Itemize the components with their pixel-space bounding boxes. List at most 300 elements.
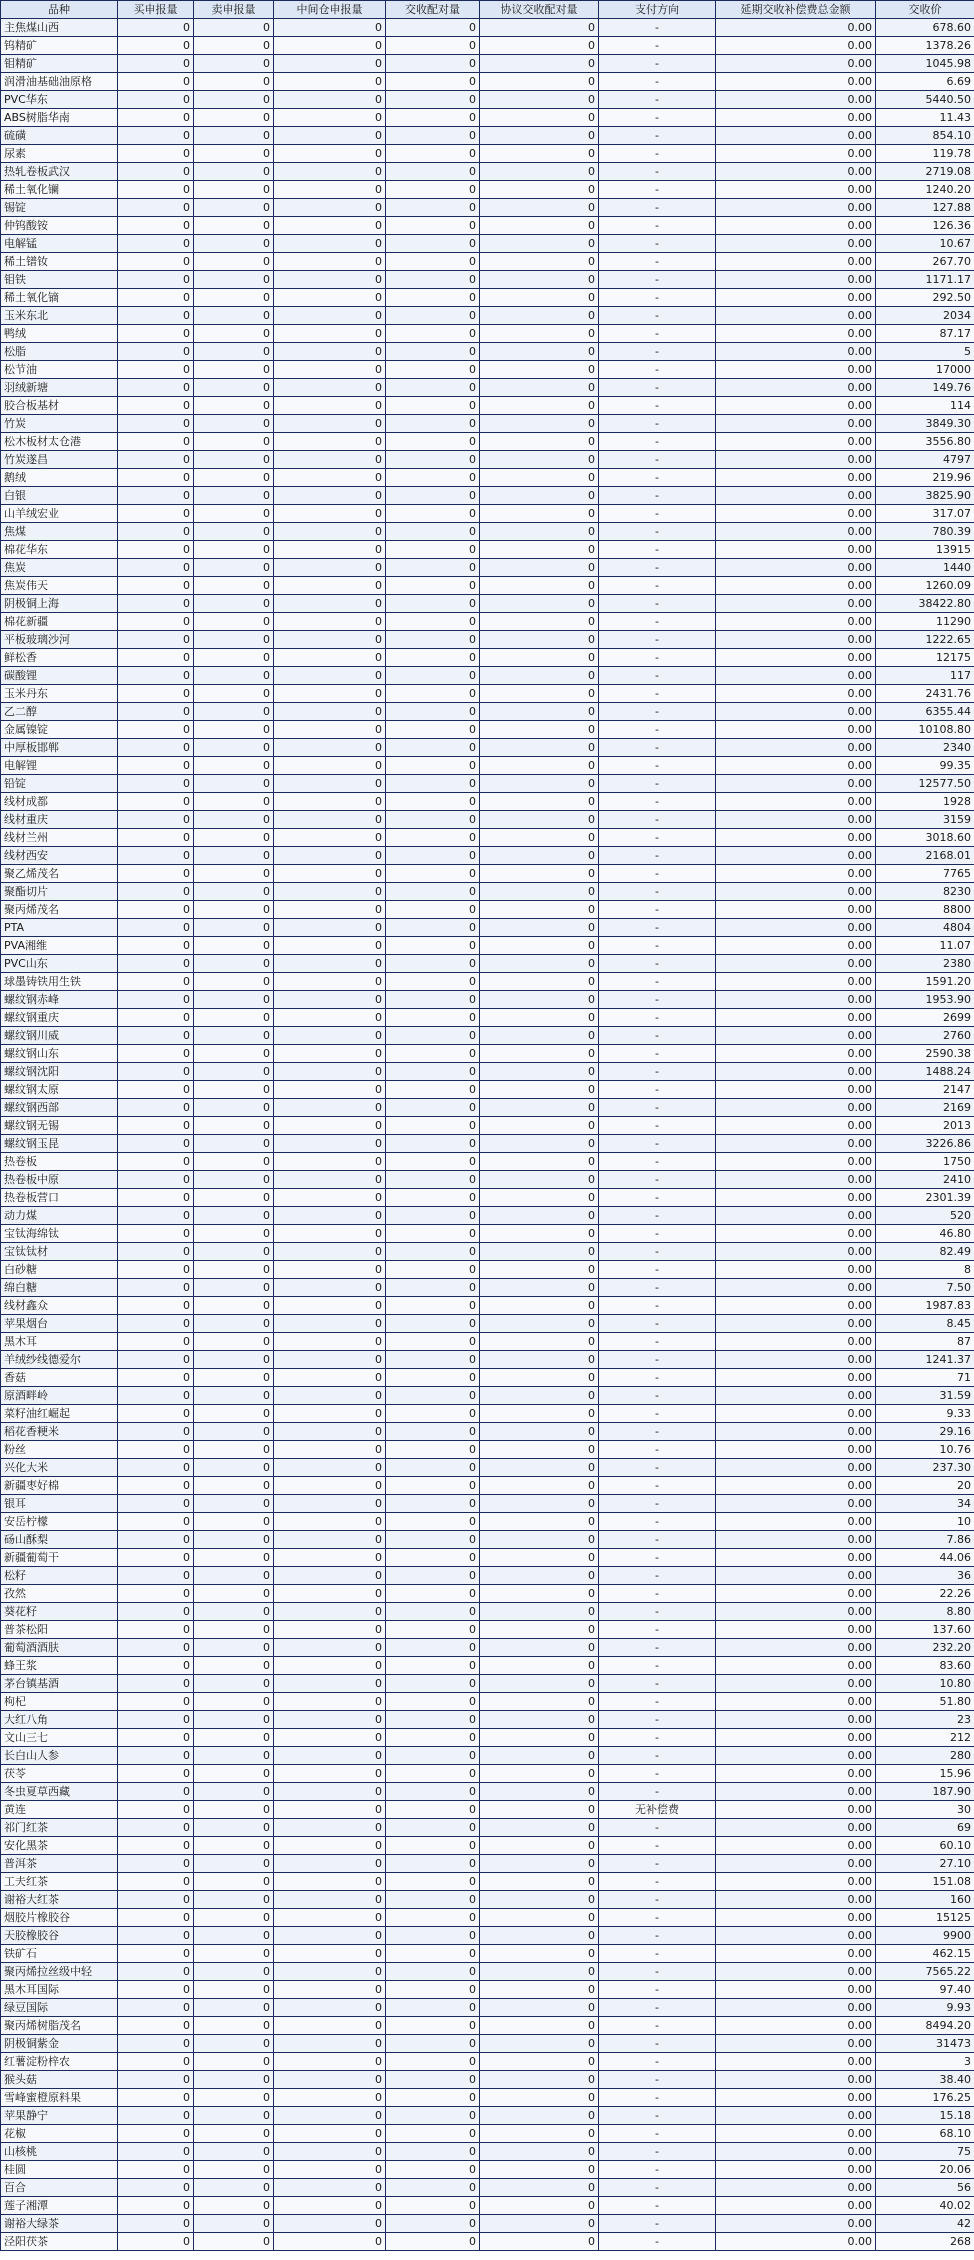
cell-intermediate-declared: 0 [274, 1963, 386, 1981]
cell-delivery-matched: 0 [386, 1171, 480, 1189]
cell-delivery-matched: 0 [386, 1711, 480, 1729]
cell-delivery-matched: 0 [386, 2143, 480, 2161]
cell-compensation-total: 0.00 [716, 1045, 876, 1063]
cell-compensation-total: 0.00 [716, 1837, 876, 1855]
cell-intermediate-declared: 0 [274, 1279, 386, 1297]
table-row [1, 1621, 974, 1639]
cell-intermediate-declared: 0 [274, 883, 386, 901]
cell-intermediate-declared: 0 [274, 937, 386, 955]
cell-payment-direction: - [599, 145, 716, 163]
cell-agreement-matched: 0 [480, 181, 599, 199]
cell-payment-direction: - [599, 451, 716, 469]
cell-sell-declared: 0 [194, 1549, 274, 1567]
table-row [1, 955, 974, 973]
cell-delivery-matched: 0 [386, 181, 480, 199]
cell-intermediate-declared: 0 [274, 2161, 386, 2179]
cell-delivery-matched: 0 [386, 991, 480, 1009]
cell-variety: 天胶橡胶谷 [1, 1927, 118, 1945]
cell-agreement-matched: 0 [480, 1225, 599, 1243]
cell-agreement-matched: 0 [480, 1369, 599, 1387]
cell-compensation-total: 0.00 [716, 1585, 876, 1603]
cell-buy-declared: 0 [118, 487, 194, 505]
cell-agreement-matched: 0 [480, 127, 599, 145]
table-row [1, 1045, 974, 1063]
cell-buy-declared: 0 [118, 1693, 194, 1711]
cell-variety: 松籽 [1, 1567, 118, 1585]
cell-payment-direction: - [599, 397, 716, 415]
cell-compensation-total: 0.00 [716, 1441, 876, 1459]
cell-variety: ABS树脂华南 [1, 109, 118, 127]
cell-delivery-price: 268 [876, 2233, 974, 2251]
cell-sell-declared: 0 [194, 793, 274, 811]
cell-delivery-matched: 0 [386, 1081, 480, 1099]
cell-intermediate-declared: 0 [274, 1585, 386, 1603]
cell-agreement-matched: 0 [480, 1639, 599, 1657]
cell-payment-direction: - [599, 1171, 716, 1189]
cell-delivery-price: 11290 [876, 613, 974, 631]
cell-intermediate-declared: 0 [274, 379, 386, 397]
cell-variety: 润滑油基础油原格 [1, 73, 118, 91]
cell-delivery-price: 87 [876, 1333, 974, 1351]
cell-intermediate-declared: 0 [274, 1765, 386, 1783]
cell-compensation-total: 0.00 [716, 1405, 876, 1423]
cell-payment-direction: - [599, 1369, 716, 1387]
cell-payment-direction: - [599, 1603, 716, 1621]
cell-payment-direction: - [599, 1225, 716, 1243]
cell-compensation-total: 0.00 [716, 127, 876, 145]
cell-variety: 棉花新疆 [1, 613, 118, 631]
cell-intermediate-declared: 0 [274, 325, 386, 343]
table-row [1, 199, 974, 217]
cell-agreement-matched: 0 [480, 1099, 599, 1117]
cell-compensation-total: 0.00 [716, 2017, 876, 2035]
cell-delivery-price: 187.90 [876, 1783, 974, 1801]
cell-delivery-matched: 0 [386, 1387, 480, 1405]
table-row [1, 1261, 974, 1279]
cell-buy-declared: 0 [118, 793, 194, 811]
cell-variety: 猴头菇 [1, 2071, 118, 2089]
cell-intermediate-declared: 0 [274, 397, 386, 415]
cell-payment-direction: - [599, 1567, 716, 1585]
cell-agreement-matched: 0 [480, 1279, 599, 1297]
table-row [1, 1405, 974, 1423]
cell-delivery-price: 1222.65 [876, 631, 974, 649]
cell-variety: 稀土镨钕 [1, 253, 118, 271]
cell-delivery-price: 237.30 [876, 1459, 974, 1477]
cell-delivery-price: 8.80 [876, 1603, 974, 1621]
cell-agreement-matched: 0 [480, 1837, 599, 1855]
cell-variety: 尿素 [1, 145, 118, 163]
cell-variety: 山核桃 [1, 2143, 118, 2161]
cell-intermediate-declared: 0 [274, 1009, 386, 1027]
cell-intermediate-declared: 0 [274, 1495, 386, 1513]
cell-buy-declared: 0 [118, 1765, 194, 1783]
cell-sell-declared: 0 [194, 2161, 274, 2179]
cell-delivery-matched: 0 [386, 1513, 480, 1531]
table-row [1, 379, 974, 397]
cell-buy-declared: 0 [118, 2035, 194, 2053]
cell-sell-declared: 0 [194, 2179, 274, 2197]
cell-agreement-matched: 0 [480, 1081, 599, 1099]
cell-payment-direction: - [599, 1639, 716, 1657]
cell-payment-direction: - [599, 937, 716, 955]
cell-variety: 鹅绒 [1, 469, 118, 487]
cell-delivery-matched: 0 [386, 109, 480, 127]
cell-delivery-matched: 0 [386, 343, 480, 361]
cell-variety: 硫磺 [1, 127, 118, 145]
cell-delivery-price: 12175 [876, 649, 974, 667]
cell-variety: 莲子湘潭 [1, 2197, 118, 2215]
cell-agreement-matched: 0 [480, 1603, 599, 1621]
cell-delivery-matched: 0 [386, 775, 480, 793]
cell-compensation-total: 0.00 [716, 1855, 876, 1873]
cell-compensation-total: 0.00 [716, 1459, 876, 1477]
cell-agreement-matched: 0 [480, 289, 599, 307]
table-row [1, 1297, 974, 1315]
cell-agreement-matched: 0 [480, 1171, 599, 1189]
cell-intermediate-declared: 0 [274, 2107, 386, 2125]
cell-sell-declared: 0 [194, 901, 274, 919]
cell-intermediate-declared: 0 [274, 847, 386, 865]
cell-agreement-matched: 0 [480, 1315, 599, 1333]
cell-delivery-matched: 0 [386, 721, 480, 739]
cell-buy-declared: 0 [118, 1225, 194, 1243]
cell-delivery-matched: 0 [386, 703, 480, 721]
table-row [1, 2197, 974, 2215]
cell-delivery-price: 1750 [876, 1153, 974, 1171]
cell-compensation-total: 0.00 [716, 1657, 876, 1675]
cell-buy-declared: 0 [118, 1045, 194, 1063]
cell-intermediate-declared: 0 [274, 163, 386, 181]
cell-delivery-price: 2013 [876, 1117, 974, 1135]
cell-delivery-matched: 0 [386, 1225, 480, 1243]
cell-compensation-total: 0.00 [716, 199, 876, 217]
cell-delivery-matched: 0 [386, 1855, 480, 1873]
cell-delivery-matched: 0 [386, 1531, 480, 1549]
cell-agreement-matched: 0 [480, 1585, 599, 1603]
cell-delivery-price: 15.18 [876, 2107, 974, 2125]
cell-variety: PVC华东 [1, 91, 118, 109]
cell-compensation-total: 0.00 [716, 1711, 876, 1729]
table-row [1, 811, 974, 829]
cell-compensation-total: 0.00 [716, 541, 876, 559]
cell-payment-direction: - [599, 2089, 716, 2107]
cell-variety: 球墨铸铁用生铁 [1, 973, 118, 991]
cell-delivery-matched: 0 [386, 883, 480, 901]
cell-intermediate-declared: 0 [274, 1225, 386, 1243]
cell-intermediate-declared: 0 [274, 145, 386, 163]
cell-variety: 葡萄酒酒肤 [1, 1639, 118, 1657]
table-row [1, 469, 974, 487]
cell-delivery-matched: 0 [386, 2035, 480, 2053]
cell-compensation-total: 0.00 [716, 2089, 876, 2107]
table-row [1, 1639, 974, 1657]
cell-payment-direction: - [599, 883, 716, 901]
table-row [1, 217, 974, 235]
cell-variety: 螺纹钢重庆 [1, 1009, 118, 1027]
cell-sell-declared: 0 [194, 1585, 274, 1603]
cell-delivery-matched: 0 [386, 1153, 480, 1171]
cell-sell-declared: 0 [194, 1981, 274, 1999]
cell-compensation-total: 0.00 [716, 2107, 876, 2125]
cell-sell-declared: 0 [194, 253, 274, 271]
table-row [1, 1009, 974, 1027]
cell-agreement-matched: 0 [480, 1999, 599, 2017]
cell-compensation-total: 0.00 [716, 433, 876, 451]
cell-agreement-matched: 0 [480, 199, 599, 217]
cell-payment-direction: - [599, 2215, 716, 2233]
cell-delivery-price: 232.20 [876, 1639, 974, 1657]
cell-delivery-price: 1241.37 [876, 1351, 974, 1369]
table-row [1, 2179, 974, 2197]
cell-payment-direction: - [599, 1729, 716, 1747]
cell-buy-declared: 0 [118, 343, 194, 361]
cell-delivery-price: 2301.39 [876, 1189, 974, 1207]
cell-variety: 兴化大米 [1, 1459, 118, 1477]
cell-sell-declared: 0 [194, 829, 274, 847]
cell-sell-declared: 0 [194, 487, 274, 505]
cell-compensation-total: 0.00 [716, 1477, 876, 1495]
cell-delivery-price: 151.08 [876, 1873, 974, 1891]
cell-buy-declared: 0 [118, 451, 194, 469]
cell-variety: 羽绒新塘 [1, 379, 118, 397]
cell-sell-declared: 0 [194, 1675, 274, 1693]
cell-delivery-price: 44.06 [876, 1549, 974, 1567]
cell-delivery-matched: 0 [386, 2053, 480, 2071]
cell-delivery-matched: 0 [386, 2215, 480, 2233]
cell-compensation-total: 0.00 [716, 307, 876, 325]
cell-intermediate-declared: 0 [274, 739, 386, 757]
cell-sell-declared: 0 [194, 433, 274, 451]
cell-agreement-matched: 0 [480, 1675, 599, 1693]
cell-agreement-matched: 0 [480, 1189, 599, 1207]
cell-buy-declared: 0 [118, 1153, 194, 1171]
cell-intermediate-declared: 0 [274, 1657, 386, 1675]
table-row [1, 487, 974, 505]
cell-variety: 桂圆 [1, 2161, 118, 2179]
cell-sell-declared: 0 [194, 73, 274, 91]
cell-compensation-total: 0.00 [716, 1225, 876, 1243]
cell-variety: 祁门红茶 [1, 1819, 118, 1837]
cell-variety: 热卷板中原 [1, 1171, 118, 1189]
cell-agreement-matched: 0 [480, 2197, 599, 2215]
cell-payment-direction: - [599, 1423, 716, 1441]
table-row [1, 1819, 974, 1837]
table-row [1, 253, 974, 271]
cell-delivery-matched: 0 [386, 163, 480, 181]
cell-sell-declared: 0 [194, 1513, 274, 1531]
cell-variety: 热卷板营口 [1, 1189, 118, 1207]
cell-agreement-matched: 0 [480, 397, 599, 415]
cell-buy-declared: 0 [118, 1855, 194, 1873]
cell-variety: 棉花华东 [1, 541, 118, 559]
cell-payment-direction: - [599, 1135, 716, 1153]
cell-compensation-total: 0.00 [716, 1333, 876, 1351]
table-row [1, 829, 974, 847]
cell-delivery-price: 10.67 [876, 235, 974, 253]
cell-delivery-matched: 0 [386, 1045, 480, 1063]
cell-intermediate-declared: 0 [274, 253, 386, 271]
cell-compensation-total: 0.00 [716, 667, 876, 685]
cell-delivery-matched: 0 [386, 1693, 480, 1711]
cell-delivery-price: 9.33 [876, 1405, 974, 1423]
cell-compensation-total: 0.00 [716, 523, 876, 541]
cell-delivery-matched: 0 [386, 1477, 480, 1495]
cell-compensation-total: 0.00 [716, 1081, 876, 1099]
cell-intermediate-declared: 0 [274, 1639, 386, 1657]
cell-agreement-matched: 0 [480, 469, 599, 487]
cell-payment-direction: - [599, 1927, 716, 1945]
cell-sell-declared: 0 [194, 1927, 274, 1945]
cell-delivery-matched: 0 [386, 541, 480, 559]
cell-intermediate-declared: 0 [274, 1459, 386, 1477]
cell-agreement-matched: 0 [480, 451, 599, 469]
cell-payment-direction: - [599, 2017, 716, 2035]
cell-intermediate-declared: 0 [274, 955, 386, 973]
cell-buy-declared: 0 [118, 415, 194, 433]
cell-agreement-matched: 0 [480, 253, 599, 271]
cell-sell-declared: 0 [194, 2071, 274, 2089]
cell-intermediate-declared: 0 [274, 1909, 386, 1927]
cell-delivery-matched: 0 [386, 1873, 480, 1891]
cell-delivery-matched: 0 [386, 451, 480, 469]
cell-variety: 乙二醇 [1, 703, 118, 721]
cell-agreement-matched: 0 [480, 163, 599, 181]
cell-agreement-matched: 0 [480, 1135, 599, 1153]
cell-variety: 铅锭 [1, 775, 118, 793]
cell-variety: 聚酯切片 [1, 883, 118, 901]
cell-payment-direction: - [599, 1459, 716, 1477]
cell-compensation-total: 0.00 [716, 487, 876, 505]
cell-payment-direction: - [599, 2125, 716, 2143]
cell-delivery-matched: 0 [386, 1315, 480, 1333]
cell-buy-declared: 0 [118, 1747, 194, 1765]
cell-buy-declared: 0 [118, 1387, 194, 1405]
cell-intermediate-declared: 0 [274, 289, 386, 307]
cell-intermediate-declared: 0 [274, 559, 386, 577]
cell-variety: 聚丙烯茂名 [1, 901, 118, 919]
cell-delivery-matched: 0 [386, 1099, 480, 1117]
cell-agreement-matched: 0 [480, 901, 599, 919]
cell-delivery-matched: 0 [386, 1585, 480, 1603]
cell-variety: 苹果静宁 [1, 2107, 118, 2125]
cell-buy-declared: 0 [118, 433, 194, 451]
cell-variety: 普洱茶 [1, 1855, 118, 1873]
cell-payment-direction: - [599, 181, 716, 199]
cell-payment-direction: - [599, 577, 716, 595]
cell-intermediate-declared: 0 [274, 1027, 386, 1045]
table-row [1, 1099, 974, 1117]
cell-compensation-total: 0.00 [716, 793, 876, 811]
cell-variety: 中厚板邯郸 [1, 739, 118, 757]
cell-payment-direction: - [599, 73, 716, 91]
cell-delivery-matched: 0 [386, 1297, 480, 1315]
cell-agreement-matched: 0 [480, 1423, 599, 1441]
cell-intermediate-declared: 0 [274, 1297, 386, 1315]
cell-payment-direction: - [599, 289, 716, 307]
cell-delivery-price: 854.10 [876, 127, 974, 145]
cell-delivery-matched: 0 [386, 217, 480, 235]
cell-sell-declared: 0 [194, 1297, 274, 1315]
cell-delivery-matched: 0 [386, 1027, 480, 1045]
cell-payment-direction: - [599, 1531, 716, 1549]
cell-delivery-matched: 0 [386, 505, 480, 523]
cell-intermediate-declared: 0 [274, 1873, 386, 1891]
cell-sell-declared: 0 [194, 1405, 274, 1423]
header-delivery-price: 交收价 [876, 1, 974, 19]
cell-compensation-total: 0.00 [716, 1153, 876, 1171]
cell-compensation-total: 0.00 [716, 109, 876, 127]
cell-buy-declared: 0 [118, 1729, 194, 1747]
cell-payment-direction: - [599, 1189, 716, 1207]
cell-intermediate-declared: 0 [274, 505, 386, 523]
cell-sell-declared: 0 [194, 1117, 274, 1135]
cell-compensation-total: 0.00 [716, 631, 876, 649]
table-row [1, 2233, 974, 2251]
table-row [1, 523, 974, 541]
cell-sell-declared: 0 [194, 127, 274, 145]
cell-payment-direction: - [599, 91, 716, 109]
cell-intermediate-declared: 0 [274, 1927, 386, 1945]
cell-intermediate-declared: 0 [274, 1981, 386, 1999]
cell-payment-direction: - [599, 721, 716, 739]
cell-sell-declared: 0 [194, 1495, 274, 1513]
cell-variety: PVC山东 [1, 955, 118, 973]
table-row [1, 1711, 974, 1729]
cell-sell-declared: 0 [194, 397, 274, 415]
cell-buy-declared: 0 [118, 667, 194, 685]
cell-delivery-price: 2034 [876, 307, 974, 325]
cell-delivery-matched: 0 [386, 1567, 480, 1585]
cell-delivery-price: 27.10 [876, 1855, 974, 1873]
cell-agreement-matched: 0 [480, 1783, 599, 1801]
cell-buy-declared: 0 [118, 1459, 194, 1477]
cell-agreement-matched: 0 [480, 1405, 599, 1423]
table-row [1, 847, 974, 865]
cell-intermediate-declared: 0 [274, 1747, 386, 1765]
cell-agreement-matched: 0 [480, 541, 599, 559]
cell-intermediate-declared: 0 [274, 361, 386, 379]
header-payment-direction: 支付方向 [599, 1, 716, 19]
cell-variety: 螺纹钢山东 [1, 1045, 118, 1063]
cell-delivery-price: 2590.38 [876, 1045, 974, 1063]
cell-delivery-price: 219.96 [876, 469, 974, 487]
cell-agreement-matched: 0 [480, 775, 599, 793]
cell-buy-declared: 0 [118, 703, 194, 721]
cell-agreement-matched: 0 [480, 631, 599, 649]
cell-agreement-matched: 0 [480, 2215, 599, 2233]
cell-sell-declared: 0 [194, 163, 274, 181]
cell-delivery-price: 2431.76 [876, 685, 974, 703]
cell-agreement-matched: 0 [480, 2143, 599, 2161]
cell-buy-declared: 0 [118, 829, 194, 847]
cell-buy-declared: 0 [118, 757, 194, 775]
table-row [1, 865, 974, 883]
cell-delivery-matched: 0 [386, 1207, 480, 1225]
cell-intermediate-declared: 0 [274, 271, 386, 289]
cell-payment-direction: - [599, 199, 716, 217]
cell-variety: 花椒 [1, 2125, 118, 2143]
cell-agreement-matched: 0 [480, 1297, 599, 1315]
cell-buy-declared: 0 [118, 1279, 194, 1297]
cell-variety: 松木板材太仓港 [1, 433, 118, 451]
cell-delivery-price: 56 [876, 2179, 974, 2197]
cell-agreement-matched: 0 [480, 685, 599, 703]
cell-compensation-total: 0.00 [716, 559, 876, 577]
table-row [1, 397, 974, 415]
cell-buy-declared: 0 [118, 973, 194, 991]
cell-sell-declared: 0 [194, 685, 274, 703]
